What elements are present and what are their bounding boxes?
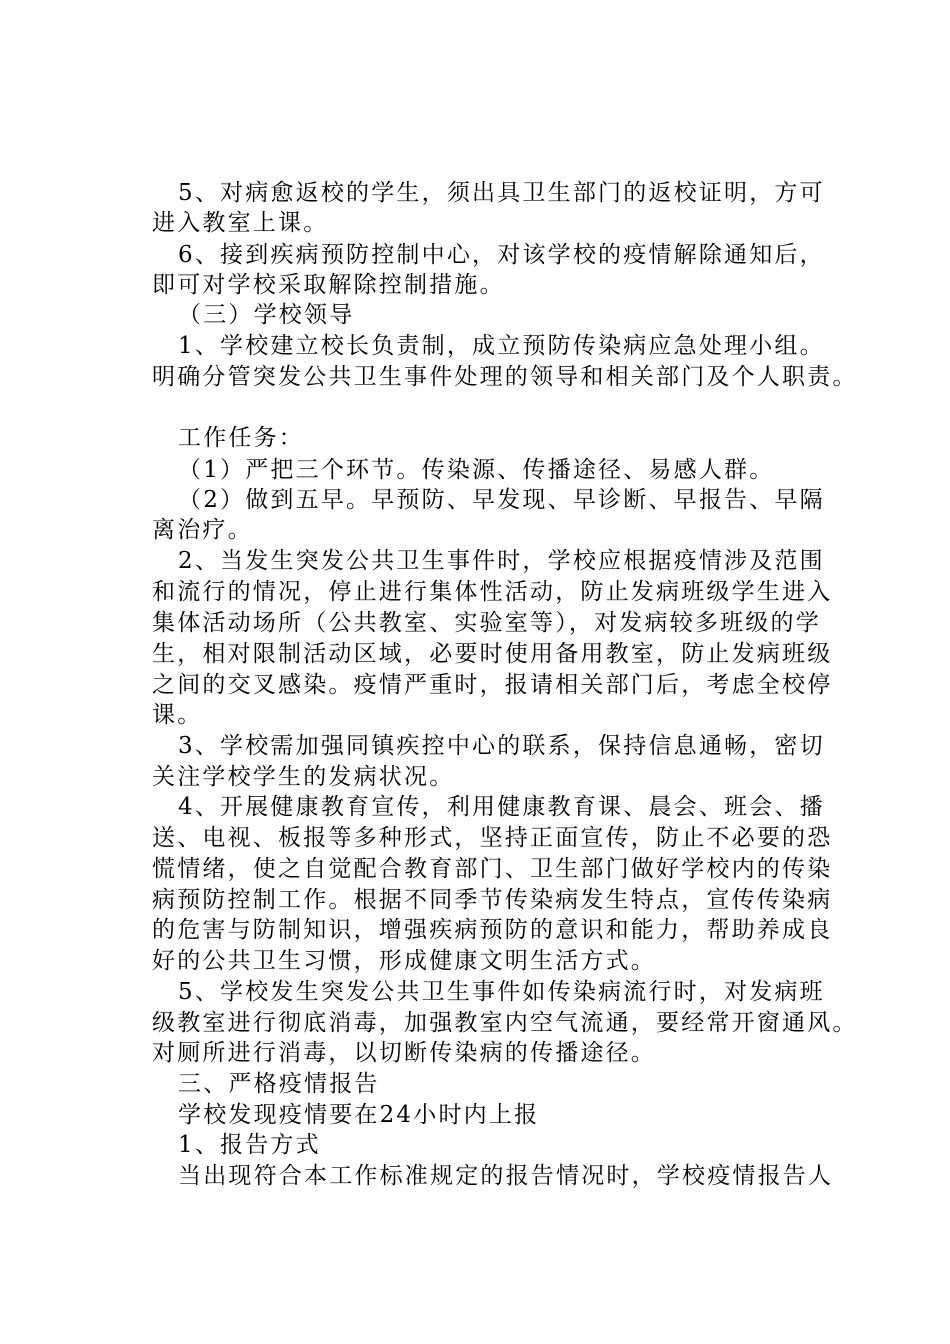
- paragraph-line: 1、学校建立校长负责制，成立预防传染病应急处理小组。: [178, 333, 825, 359]
- paragraph-line: 对厕所进行消毒，以切断传染病的传播途径。: [152, 1040, 656, 1066]
- paragraph-line: 学校发现疫情要在24小时内上报: [178, 1102, 540, 1128]
- paragraph-line: 病预防控制工作。根据不同季节传染病发生特点，宣传传染病: [152, 887, 833, 913]
- paragraph-line: 进入教室上课。: [152, 210, 329, 236]
- paragraph-line: 生，相对限制活动区域，必要时使用备用教室，防止发病班级: [152, 641, 833, 667]
- paragraph-line: 当出现符合本工作标准规定的报告情况时，学校疫情报告人: [178, 1163, 834, 1189]
- paragraph-line: 4、开展健康教育宣传，利用健康教育课、晨会、班会、播: [178, 794, 825, 820]
- paragraph-line: 关注学校学生的发病状况。: [152, 764, 455, 790]
- paragraph-line: 慌情绪，使之自觉配合教育部门、卫生部门做好学校内的传染: [152, 856, 833, 882]
- paragraph-line: 级教室进行彻底消毒，加强教室内空气流通，要经常开窗通风。: [152, 1010, 858, 1036]
- paragraph-line: 送、电视、板报等多种形式，坚持正面宣传，防止不必要的恐: [152, 825, 833, 851]
- paragraph-line: 好的公共卫生习惯，形成健康文明生活方式。: [152, 948, 656, 974]
- paragraph-line: 即可对学校采取解除控制措施。: [152, 272, 505, 298]
- section-heading: （三）学校领导: [178, 302, 355, 328]
- paragraph-line: 和流行的情况，停止进行集体性活动，防止发病班级学生进入: [152, 579, 833, 605]
- paragraph-line: 3、学校需加强同镇疾控中心的联系，保持信息通畅，密切: [178, 733, 825, 759]
- paragraph-line: （2）做到五早。早预防、早发现、早诊断、早报告、早隔: [178, 487, 825, 513]
- paragraph-line: 的危害与防制知识，增强疾病预防的意识和能力，帮助养成良: [152, 917, 833, 943]
- paragraph-line: 课。: [152, 702, 203, 728]
- paragraph-line: 之间的交叉感染。疫情严重时，报请相关部门后，考虑全校停: [152, 672, 833, 698]
- paragraph-line: 5、对病愈返校的学生，须出具卫生部门的返校证明，方可: [178, 180, 825, 206]
- paragraph-line: （1）严把三个环节。传染源、传播途径、易感人群。: [178, 457, 775, 483]
- section-heading: 三、严格疫情报告: [178, 1071, 380, 1097]
- section-heading: 工作任务：: [178, 425, 304, 451]
- paragraph-line: 离治疗。: [152, 517, 253, 543]
- paragraph-line: 6、接到疾病预防控制中心，对该学校的疫情解除通知后，: [178, 242, 825, 268]
- paragraph-line: 5、学校发生突发公共卫生事件如传染病流行时，对发病班: [178, 979, 825, 1005]
- paragraph-line: 2、当发生突发公共卫生事件时，学校应根据疫情涉及范围: [178, 548, 825, 574]
- section-heading: 1、报告方式: [178, 1132, 321, 1158]
- paragraph-line: 明确分管突发公共卫生事件处理的领导和相关部门及个人职责。: [152, 364, 858, 390]
- paragraph-line: 集体活动场所（公共教室、实验室等），对发病较多班级的学: [152, 610, 821, 636]
